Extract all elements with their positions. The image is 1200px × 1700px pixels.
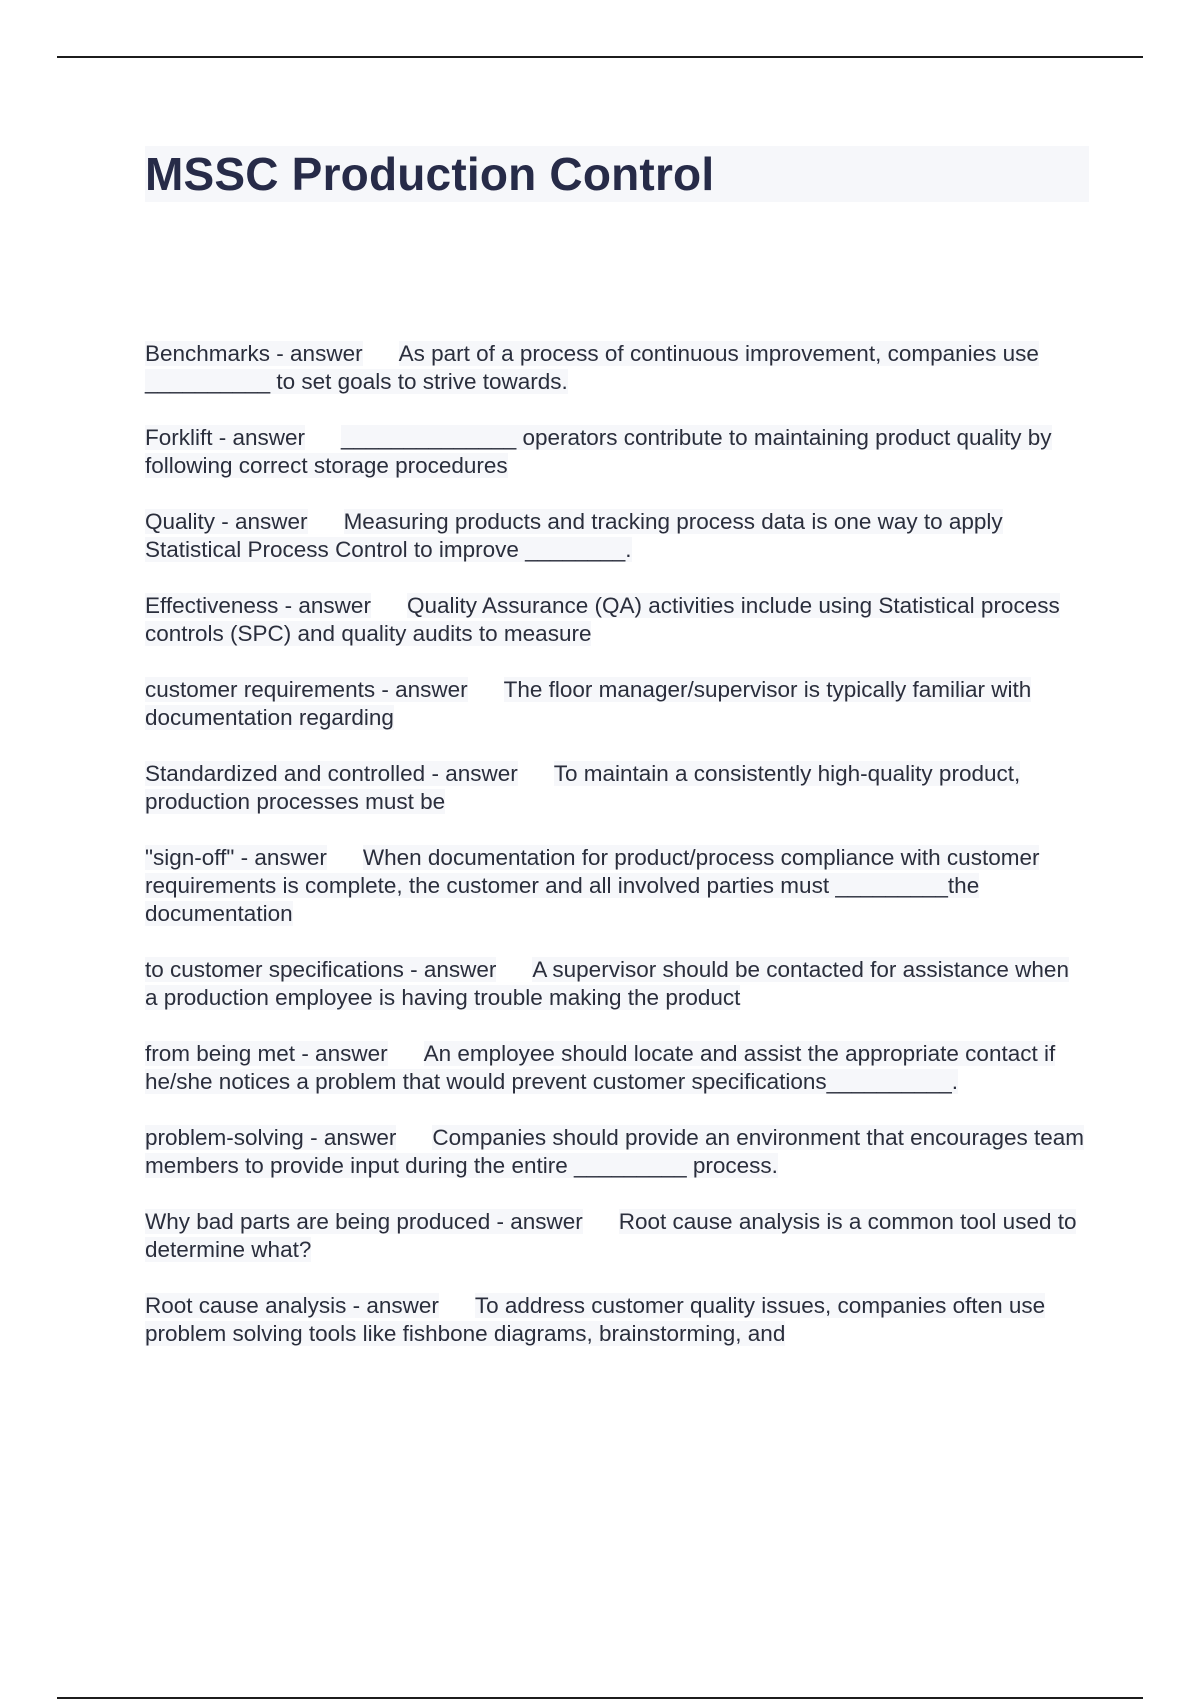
answer-term: Effectiveness - answer [145, 593, 371, 618]
flashcard-list [145, 340, 1085, 1376]
flashcard-item [145, 760, 1085, 816]
question-text: Measuring products and tracking process data is one way to apply Statistical Process Control to improve ________. [145, 509, 1003, 562]
answer-term: from being met - answer [145, 1041, 388, 1066]
flashcard-item [145, 1124, 1085, 1180]
flashcard-item [145, 424, 1085, 480]
flashcard-item [145, 1292, 1085, 1348]
flashcard-item [145, 956, 1085, 1012]
flashcard-item [145, 1040, 1085, 1096]
answer-term: "sign-off" - answer [145, 845, 327, 870]
question-text: When documentation for product/process compliance with customer requirements is complete, the customer and all involved parties must _________the documentation [145, 845, 1040, 926]
question-text: Companies should provide an environment that encourages team members to provide input during the entire _________ process. [145, 1125, 1085, 1178]
answer-term: Why bad parts are being produced - answer [145, 1209, 583, 1234]
flashcard-item [145, 1208, 1085, 1264]
question-text: The floor manager/supervisor is typically familiar with documentation regarding [145, 677, 1032, 730]
question-text: Root cause analysis is a common tool used to determine what? [145, 1209, 1077, 1262]
answer-term: problem-solving - answer [145, 1125, 397, 1150]
answer-term: customer requirements - answer [145, 677, 468, 702]
flashcard-item [145, 676, 1085, 732]
question-text: ______________ operators contribute to maintaining product quality by following correct storage procedures [145, 425, 1052, 478]
question-text: To maintain a consistently high-quality product, production processes must be [145, 761, 1021, 814]
bottom-rule [57, 1697, 1143, 1699]
flashcard-item [145, 592, 1085, 648]
answer-term: Forklift - answer [145, 425, 306, 450]
question-text: To address customer quality issues, companies often use problem solving tools like fishbone diagrams, brainstorming, and [145, 1293, 1046, 1346]
question-text: A supervisor should be contacted for assistance when a production employee is having trouble making the product [145, 957, 1069, 1010]
answer-term: Quality - answer [145, 509, 308, 534]
top-rule [57, 56, 1143, 58]
question-text: An employee should locate and assist the appropriate contact if he/she notices a problem that would prevent customer specifications__________. [145, 1041, 1056, 1094]
flashcard-item [145, 844, 1085, 928]
flashcard-item [145, 508, 1085, 564]
flashcard-item [145, 340, 1085, 396]
question-text: Quality Assurance (QA) activities include using Statistical process controls (SPC) and quality audits to measure [145, 593, 1060, 646]
question-text: As part of a process of continuous improvement, companies use __________ to set goals to strive towards. [145, 341, 1039, 394]
page-title: MSSC Production Control [145, 148, 715, 200]
answer-term: Standardized and controlled - answer [145, 761, 518, 786]
answer-term: Benchmarks - answer [145, 341, 363, 366]
answer-term: to customer specifications - answer [145, 957, 497, 982]
answer-term: Root cause analysis - answer [145, 1293, 439, 1318]
